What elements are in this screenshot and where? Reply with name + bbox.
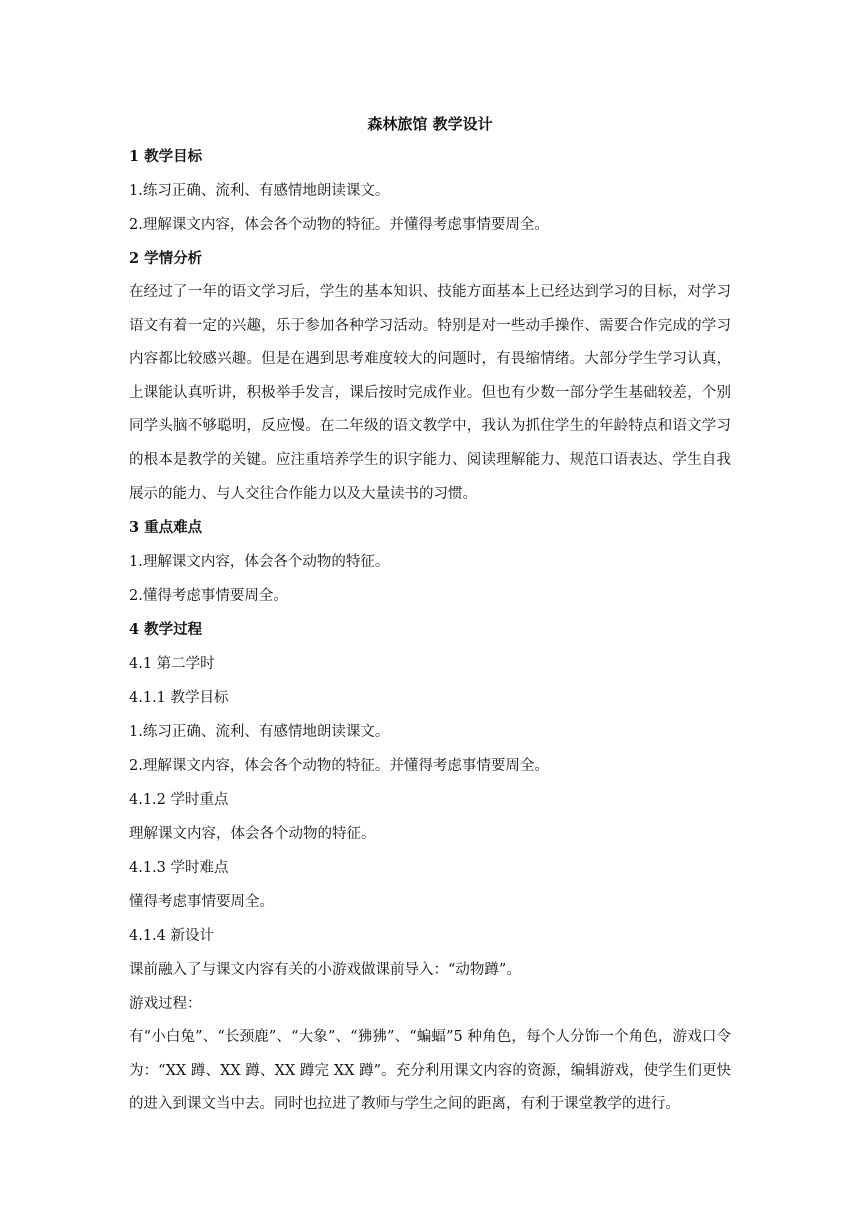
lesson-key-text: 理解课文内容，体会各个动物的特征。 <box>129 826 376 843</box>
document-title: 森林旅馆 教学设计 <box>367 115 493 133</box>
goal-item: 1.练习正确、流利、有感情地朗读课文。 <box>129 183 390 199</box>
key-point-item: 2.懂得考虑事情要周全。 <box>129 588 288 605</box>
subheading-lesson-difficulty: 4.1.3 学时难点 <box>129 860 229 877</box>
game-process-paragraph: 有“小白兔”、“长颈鹿”、“大象”、“狒狒”、“蝙蝠”5 种角色，每个人分饰一个角色，游戏口令为：“XX 蹲、XX 蹲、XX 蹲完 XX 蹲”。充分利用课文内容的资源，编辑游戏，使学生们更快的进入到课文当中去。同时也拉进了教师与学生之间的距离，有利于课堂教学的进行。 <box>129 1029 731 1113</box>
game-process-label: 游戏过程： <box>129 996 202 1013</box>
subheading-lesson-key: 4.1.2 学时重点 <box>129 792 229 809</box>
key-point-item: 1.理解课文内容，体会各个动物的特征。 <box>129 554 390 571</box>
goal-item: 2.理解课文内容，体会各个动物的特征。并懂得考虑事情要周全。 <box>129 217 549 233</box>
section-heading-goals: 1 教学目标 <box>129 148 203 165</box>
document-body <box>129 108 731 1122</box>
lesson-goal-item: 1.练习正确、流利、有感情地朗读课文。 <box>129 724 390 741</box>
subheading-new-design: 4.1.4 新设计 <box>129 928 215 945</box>
design-intro-text: 课前融入了与课文内容有关的小游戏做课前导入：“动物蹲”。 <box>129 962 521 979</box>
section-heading-process: 4 教学过程 <box>129 621 203 639</box>
lesson-goal-item: 2.理解课文内容，体会各个动物的特征。并懂得考虑事情要周全。 <box>129 758 549 775</box>
section-heading-analysis: 2 学情分析 <box>129 250 203 267</box>
subheading-lesson-goals: 4.1.1 教学目标 <box>129 690 229 707</box>
section-heading-key-points: 3 重点难点 <box>129 519 203 537</box>
lesson-label: 4.1 第二学时 <box>129 656 215 673</box>
lesson-difficulty-text: 懂得考虑事情要周全。 <box>129 894 274 911</box>
analysis-paragraph: 在经过了一年的语文学习后，学生的基本知识、技能方面基本上已经达到学习的目标，对学习语文有着一定的兴趣，乐于参加各种学习活动。特别是对一些动手操作、需要合作完成的学习内容都比较感兴趣。但是在遇到思考难度较大的问题时，有畏缩情绪。大部分学生学习认真，上课能认真听讲，积极举手发言，课后按时完成作业。但也有少数一部分学生基础较差，个别同学头脑不够聪明，反应慢。在二年级的语文教学中，我认为抓住学生的年龄特点和语文学习的根本是教学的关键。应注重培养学生的识字能力、阅读理解能力、规范口语表达、学生自我展示的能力、与人交往合作能力以及大量读书的习惯。 <box>129 284 731 502</box>
